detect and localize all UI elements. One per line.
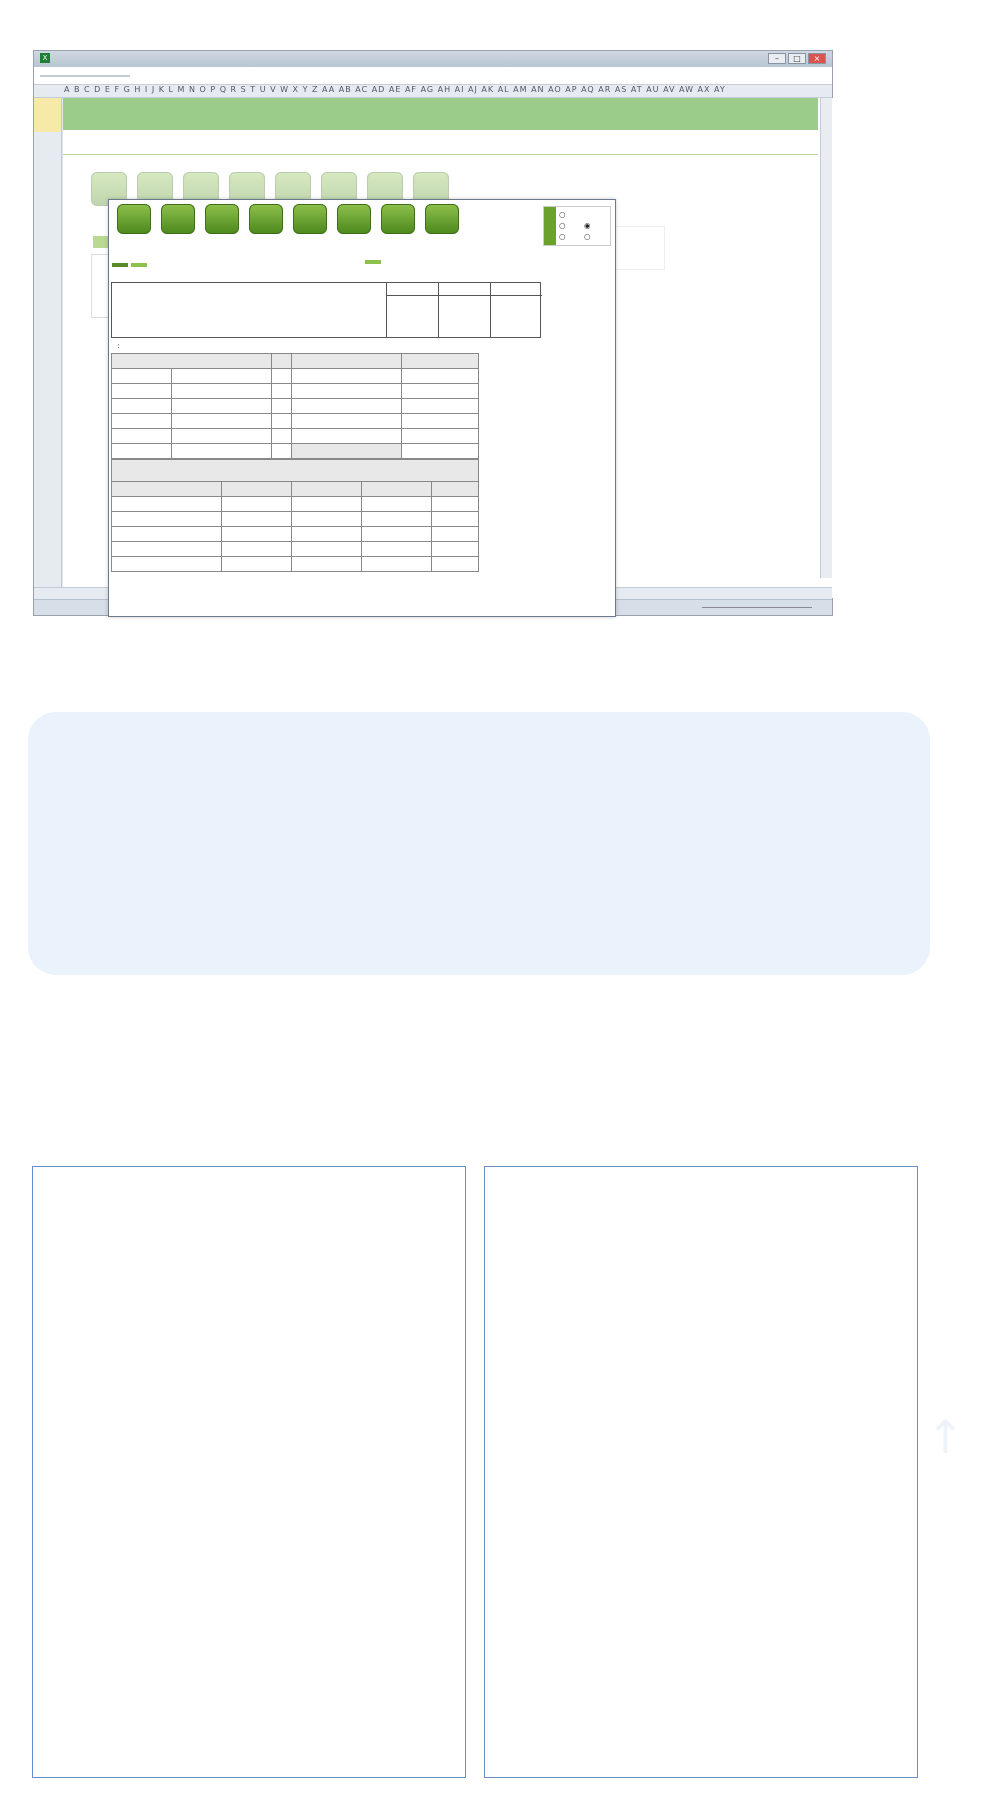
- excel-app-icon: X: [40, 53, 50, 63]
- refresh-icon: [205, 204, 239, 234]
- approval-options: [543, 206, 611, 246]
- save-new-button[interactable]: [333, 204, 375, 236]
- sheet-banner: [63, 98, 818, 130]
- preview-page-2: [484, 1166, 918, 1778]
- option-1[interactable]: ○: [559, 221, 566, 230]
- delete-button[interactable]: [245, 204, 287, 236]
- printer-icon: [425, 204, 459, 234]
- input-button[interactable]: [113, 204, 155, 236]
- row-header: [34, 98, 62, 598]
- vertical-scrollbar[interactable]: [820, 98, 832, 578]
- option-0[interactable]: ○: [559, 210, 566, 219]
- reset-icon: [293, 204, 327, 234]
- column-header: A B C D E F G H I J K L M N O P Q R S T U V W X Y Z AA AB AC AD AE AF AG AH AI AJ AK AL AM AN AO AP AQ AR AS AT AU AV AW AX AY: [34, 85, 832, 98]
- pencil-icon: [117, 204, 151, 234]
- preview-page-1: [32, 1166, 466, 1778]
- cash-io-table: [111, 459, 479, 572]
- feature-notes: [28, 712, 930, 975]
- maximize-button[interactable]: □: [788, 53, 806, 64]
- form-toolbar: [109, 200, 615, 236]
- name-box[interactable]: [40, 75, 130, 77]
- userform-window: [108, 199, 616, 617]
- cash-status-table: [111, 353, 479, 459]
- report-header-box: [111, 282, 541, 338]
- option-2[interactable]: ○: [559, 232, 566, 241]
- scroll-up-icon[interactable]: ↑: [926, 1410, 965, 1464]
- option-3[interactable]: ◉: [584, 221, 591, 230]
- formula-bar: [34, 67, 832, 85]
- report-date: :: [115, 342, 125, 350]
- close-button[interactable]: ×: [808, 53, 826, 64]
- monitor-icon: [381, 204, 415, 234]
- save-icon: [337, 204, 371, 234]
- minimize-button[interactable]: –: [768, 53, 786, 64]
- option-4[interactable]: ○: [584, 232, 591, 241]
- zoom-slider[interactable]: [702, 607, 812, 608]
- excel-titlebar: [34, 51, 832, 67]
- trash-icon: [249, 204, 283, 234]
- doc-info-label: [112, 263, 128, 267]
- edit-button[interactable]: [201, 204, 243, 236]
- load-icon: [161, 204, 195, 234]
- load-button[interactable]: [157, 204, 199, 236]
- preview-button[interactable]: [377, 204, 419, 236]
- doc-info-bar: [109, 260, 615, 276]
- form-report: [111, 282, 541, 572]
- saved-label: [365, 260, 381, 264]
- new-button[interactable]: [289, 204, 331, 236]
- print-button[interactable]: [421, 204, 463, 236]
- title-label: [131, 263, 147, 267]
- approval-label: [544, 207, 556, 245]
